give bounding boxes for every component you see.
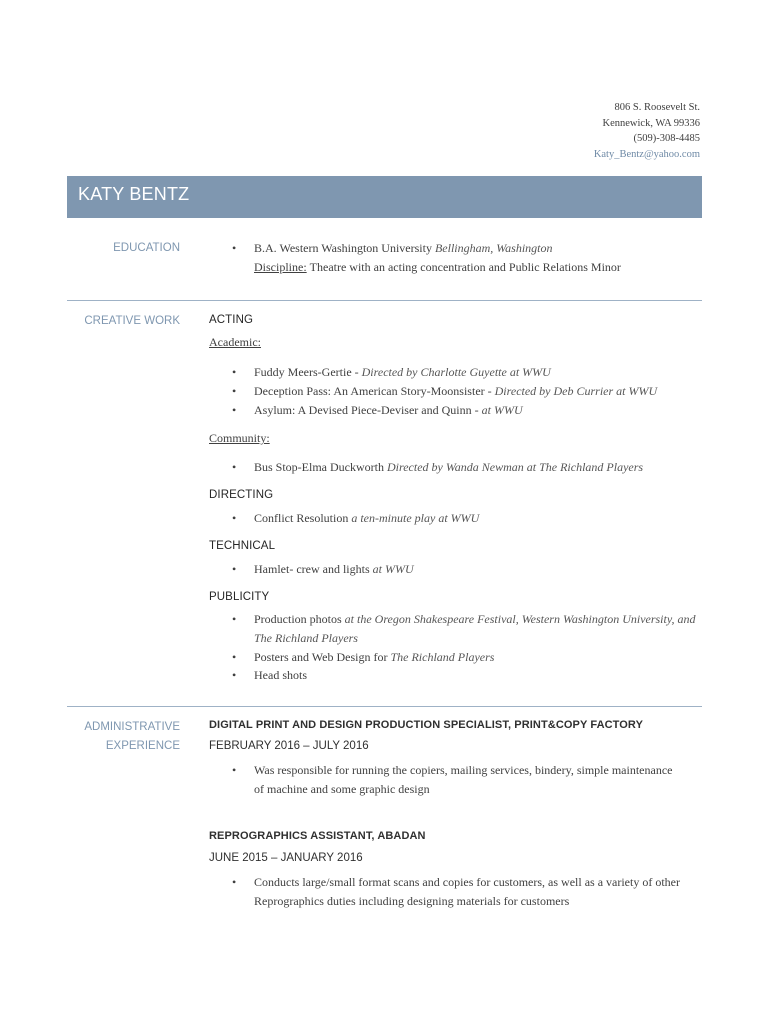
role-note: The Richland Players [390,650,495,664]
list-item [232,610,697,647]
school-location: Bellingham, Washington [434,241,553,255]
bullet: • [232,612,237,626]
list-item [232,401,697,420]
phone-number: (509)-308-4485 [633,133,700,144]
bullet: • [232,650,237,664]
list-item [232,363,697,382]
job-title: DIGITAL PRINT AND DESIGN PRODUCTION SPECIALIST, PRINT&COPY FACTORY [209,719,644,731]
role-text: Bus Stop-Elma Duckworth [254,460,387,474]
discipline-label: Discipline: [254,259,307,274]
list-item [232,382,697,401]
technical-heading: TECHNICAL [209,540,276,552]
duty-text: Was responsible for running the copiers, mailing services, bindery, simple maintenance of machine and some graphic design [254,763,673,796]
role-note: at WWU [481,403,523,417]
section-divider [67,300,702,301]
role-text: Deception Pass: An American Story-Moonsister - [254,384,495,398]
bullet: • [232,365,237,379]
street-address: 806 S. Roosevelt St. [614,102,700,113]
role-note: at WWU [372,562,414,576]
role-note: Directed by Deb Currier at WWU [494,384,658,398]
education-item [232,239,697,276]
bullet: • [232,384,237,398]
degree: B.A. Western Washington University [254,241,432,255]
candidate-name: KATY BENTZ [78,184,190,204]
community-subheading: Community: [209,431,270,445]
list-item [232,648,697,667]
bullet: • [232,875,237,889]
section-label-line: EXPERIENCE [105,740,180,752]
directing-heading: DIRECTING [209,489,274,501]
duty-text: Conducts large/small format scans and copies for customers, as well as a variety of other Reprographics duties including designing materials for customers [254,875,680,908]
job-title: REPROGRAPHICS ASSISTANT, ABADAN [209,830,426,842]
bullet: • [232,403,237,417]
list-item [232,509,697,528]
role-text: Posters and Web Design for [254,650,391,664]
role-text: Conflict Resolution [254,511,352,525]
job-duty [232,761,697,798]
creative-work-section-label: CREATIVE WORK [84,315,180,327]
name-banner [67,176,702,218]
list-item [232,666,697,685]
role-note: a ten-minute play at WWU [351,511,480,525]
city-state-zip: Kennewick, WA 99336 [602,117,700,129]
job-duty [232,873,697,910]
list-item [232,560,697,579]
role-text: Asylum: A Devised Piece-Deviser and Quinn - [254,403,482,417]
admin-experience-section-label [84,718,180,756]
role-note: at the Oregon Shakespeare Festival, Western Washington University, and The Richland Players [254,612,696,645]
list-item [232,458,697,477]
section-label-line: ADMINISTRATIVE [84,721,180,733]
job-dates: JUNE 2015 – JANUARY 2016 [209,852,363,864]
job-dates: FEBRUARY 2016 – JULY 2016 [209,740,369,752]
bullet: • [232,562,237,576]
bullet: • [232,511,237,525]
discipline-text: Theatre with an acting concentration and Public Relations Minor [309,259,621,274]
bullet: • [232,763,237,777]
publicity-heading: PUBLICITY [209,591,270,603]
role-text: Production photos [254,612,345,626]
bullet: • [232,668,237,682]
role-text: Hamlet- crew and lights [254,562,373,576]
email-link[interactable]: Katy_Bentz@yahoo.com [593,148,700,160]
role-text: Fuddy Meers-Gertie - [254,365,362,379]
bullet: • [232,241,237,255]
education-section-label: EDUCATION [113,242,180,254]
contact-block [594,100,700,162]
role-text: Head shots [254,668,307,682]
role-note: Directed by Charlotte Guyette at WWU [361,365,551,379]
academic-subheading: Academic: [209,335,261,349]
section-divider [67,706,702,707]
acting-heading: ACTING [209,314,254,326]
role-note: Directed by Wanda Newman at The Richland Players [387,460,644,474]
bullet: • [232,460,237,474]
